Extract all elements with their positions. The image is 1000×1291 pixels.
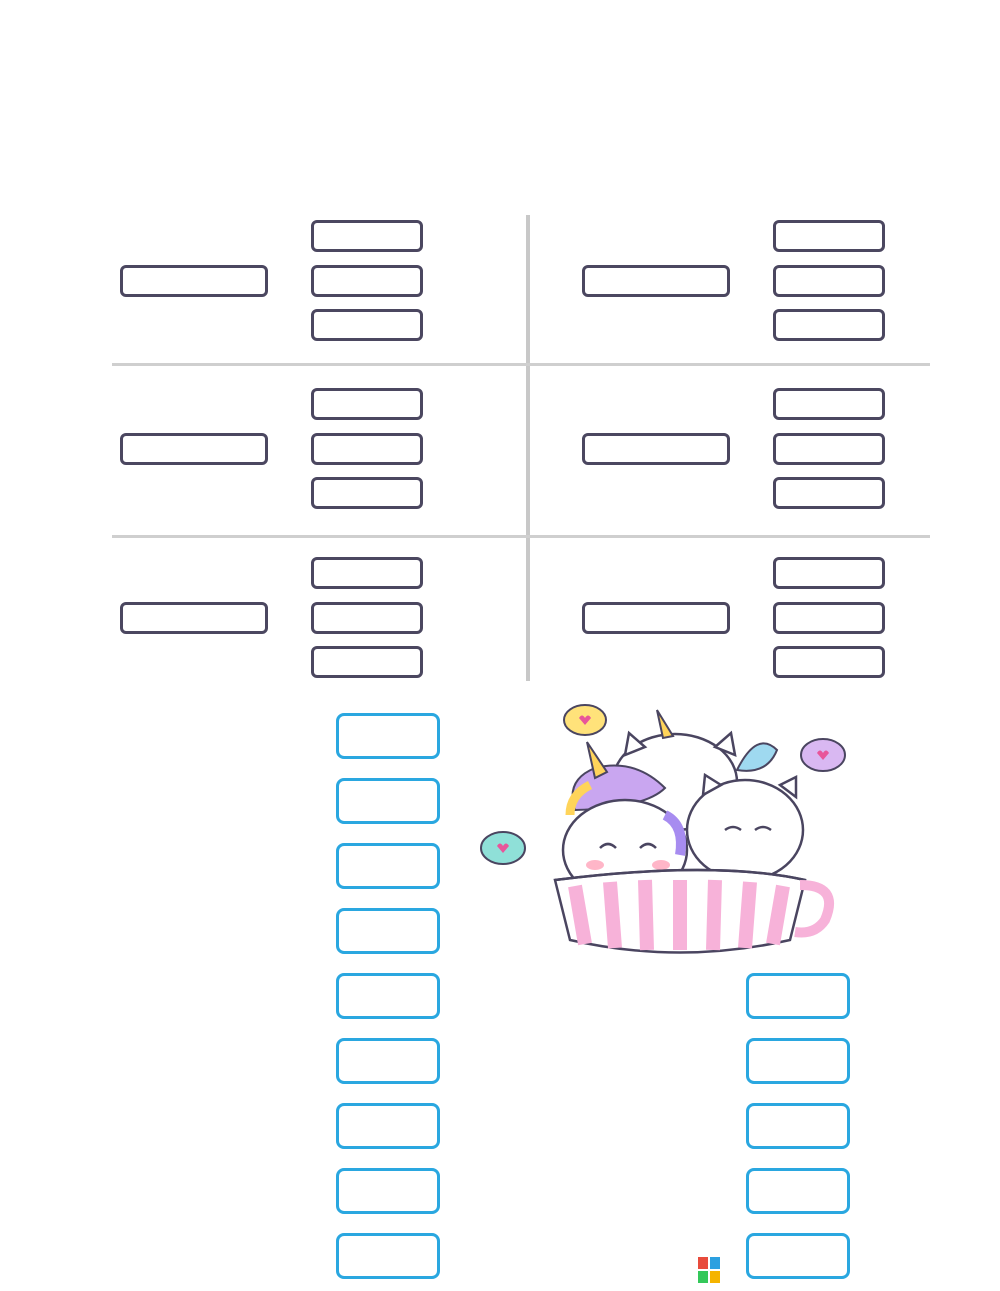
answer-input[interactable] [746, 1233, 850, 1279]
answer-input[interactable] [336, 1038, 440, 1084]
match-option-5-b[interactable] [311, 602, 423, 634]
answer-input[interactable] [336, 713, 440, 759]
liveworksheets-logo-icon [698, 1257, 720, 1283]
match-question-2[interactable] [582, 265, 730, 297]
match-option-4-b[interactable] [773, 433, 885, 465]
answer-input[interactable] [336, 973, 440, 1019]
answer-input[interactable] [746, 973, 850, 1019]
match-question-4[interactable] [582, 433, 730, 465]
answer-input[interactable] [336, 1168, 440, 1214]
answer-input[interactable] [336, 908, 440, 954]
match-option-1-c[interactable] [311, 309, 423, 341]
answer-input[interactable] [746, 1038, 850, 1084]
match-option-6-c[interactable] [773, 646, 885, 678]
answer-input[interactable] [746, 1168, 850, 1214]
match-question-5[interactable] [120, 602, 268, 634]
match-option-3-b[interactable] [311, 433, 423, 465]
match-question-1[interactable] [120, 265, 268, 297]
speech-bubble-heart-icon [801, 739, 845, 771]
speech-bubble-heart-icon [481, 832, 525, 864]
match-option-5-c[interactable] [311, 646, 423, 678]
match-option-2-c[interactable] [773, 309, 885, 341]
match-option-4-c[interactable] [773, 477, 885, 509]
match-option-2-a[interactable] [773, 220, 885, 252]
match-option-3-a[interactable] [311, 388, 423, 420]
match-option-6-a[interactable] [773, 557, 885, 589]
match-option-6-b[interactable] [773, 602, 885, 634]
answer-input[interactable] [336, 778, 440, 824]
match-option-1-a[interactable] [311, 220, 423, 252]
answer-input[interactable] [336, 1103, 440, 1149]
grid-vertical-divider [526, 215, 530, 681]
answer-input[interactable] [336, 1233, 440, 1279]
grid-horizontal-divider-1 [112, 363, 930, 366]
unicorn-cats-in-cup-illustration [475, 700, 865, 960]
speech-bubble-heart-icon [564, 705, 606, 735]
answer-input[interactable] [336, 843, 440, 889]
match-question-3[interactable] [120, 433, 268, 465]
match-option-5-a[interactable] [311, 557, 423, 589]
match-option-3-c[interactable] [311, 477, 423, 509]
answer-input[interactable] [746, 1103, 850, 1149]
match-option-2-b[interactable] [773, 265, 885, 297]
match-option-4-a[interactable] [773, 388, 885, 420]
match-option-1-b[interactable] [311, 265, 423, 297]
grid-horizontal-divider-2 [112, 535, 930, 538]
match-question-6[interactable] [582, 602, 730, 634]
